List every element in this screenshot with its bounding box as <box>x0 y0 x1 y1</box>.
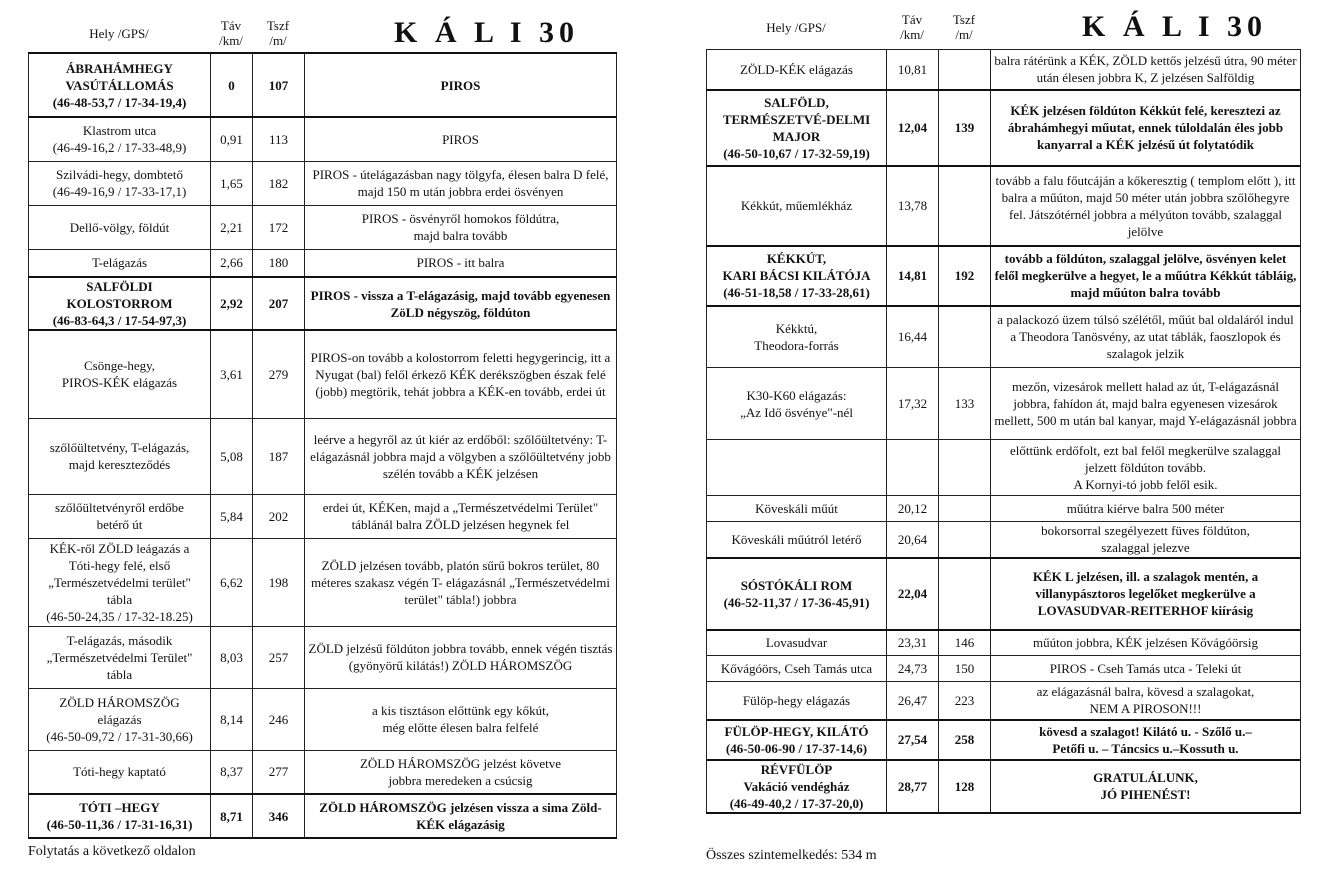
cell-elev <box>939 306 991 368</box>
cell-desc: előttünk erdőfolt, ezt bal felől megkerülve szalaggal jelzett földúton tovább. A Kornyi-tó jobb felől esik. <box>991 440 1301 496</box>
table-row <box>707 630 1301 656</box>
table-row <box>707 760 1301 813</box>
table-row <box>707 682 1301 720</box>
table-row <box>29 750 617 794</box>
header-elevation: Tszf /m/ <box>266 18 290 48</box>
cell-place: Lovasudvar <box>707 630 887 656</box>
cell-place: Szilvádi-hegy, dombtető (46-49-16,9 / 17-33-17,1) <box>29 161 211 205</box>
cell-desc: PIROS - vissza a T-elágazásig, majd tovább egyenesen ZöLD négyszög, földúton <box>305 277 617 330</box>
table-row <box>707 720 1301 760</box>
table-row <box>707 306 1301 368</box>
cell-elev: 107 <box>253 53 305 117</box>
header-distance: Táv /km/ <box>900 12 924 42</box>
header-place: Hely /GPS/ <box>89 26 149 41</box>
table-row <box>707 50 1301 90</box>
table-row <box>29 330 617 418</box>
cell-desc: ZÖLD jelzésen tovább, platón sűrű bokros terület, 80 méteres szakasz végén T- elágazásnál „Természetvédelmi terület" tábla!) jobbra <box>305 538 617 626</box>
cell-dist: 6,62 <box>211 538 253 626</box>
table-row <box>707 166 1301 246</box>
cell-dist <box>887 440 939 496</box>
cell-place: KÉKKÚT, KARI BÁCSI KILÁTÓJA (46-51-18,58 / 17-33-28,61) <box>707 246 887 306</box>
cell-elev <box>939 166 991 246</box>
cell-place: Köveskáli műút <box>707 496 887 522</box>
cell-elev: 180 <box>253 249 305 277</box>
cell-dist: 20,12 <box>887 496 939 522</box>
cell-elev: 246 <box>253 688 305 750</box>
cell-elev: 133 <box>939 368 991 440</box>
cell-place: Tóti-hegy kaptató <box>29 750 211 794</box>
cell-dist: 13,78 <box>887 166 939 246</box>
cell-elev: 182 <box>253 161 305 205</box>
cell-place: Köveskáli műútról letérő <box>707 522 887 558</box>
cell-elev: 187 <box>253 418 305 494</box>
cell-desc: KÉK jelzésen földúton Kékkút felé, keresztezi az ábrahámhegyi műutat, ennek túloldalán éles jobb kanyarral a KÉK jelzésű út folytatódik <box>991 90 1301 166</box>
cell-place: SALFÖLDI KOLOSTORROM (46-83-64,3 / 17-54-97,3) <box>29 277 211 330</box>
table-row <box>707 246 1301 306</box>
cell-dist: 8,03 <box>211 626 253 688</box>
table-row <box>29 688 617 750</box>
cell-dist: 16,44 <box>887 306 939 368</box>
cell-elev: 128 <box>939 760 991 813</box>
cell-dist: 22,04 <box>887 558 939 630</box>
cell-desc: a palackozó üzem túlsó szélétől, műút bal oldaláról indul a Theodora Tanösvény, az utat táblák, faoszlopok és szalagok jelzik <box>991 306 1301 368</box>
table-row <box>707 558 1301 630</box>
page-title: K Á L I 30 <box>1082 10 1268 43</box>
cell-place: szőlőültetvényről erdőbe betérő út <box>29 494 211 538</box>
cell-dist: 26,47 <box>887 682 939 720</box>
cell-desc: bokorsorral szegélyezett füves földúton, szalaggal jelezve <box>991 522 1301 558</box>
cell-place: ZÖLD HÁROMSZÖG elágazás (46-50-09,72 / 17-31-30,66) <box>29 688 211 750</box>
cell-place: Kékkút, műemlékház <box>707 166 887 246</box>
cell-desc: erdei út, KÉKen, majd a „Természetvédelmi Terület" táblánál balra ZÖLD jelzésen hegynek fel <box>305 494 617 538</box>
cell-dist: 0 <box>211 53 253 117</box>
cell-desc: ZÖLD HÁROMSZÖG jelzést követve jobbra meredeken a csúcsig <box>305 750 617 794</box>
route-table-right <box>706 49 1301 814</box>
cell-elev <box>939 440 991 496</box>
cell-dist: 5,08 <box>211 418 253 494</box>
cell-elev: 192 <box>939 246 991 306</box>
cell-place: RÉVFÜLÖP Vakáció vendégház (46-49-40,2 / 17-37-20,0) <box>707 760 887 813</box>
cell-dist: 17,32 <box>887 368 939 440</box>
cell-dist: 24,73 <box>887 656 939 682</box>
cell-dist: 10,81 <box>887 50 939 90</box>
left-header <box>28 0 616 52</box>
cell-dist: 20,64 <box>887 522 939 558</box>
cell-desc: a kis tisztáson előttünk egy kőkút, még előtte élesen balra felfelé <box>305 688 617 750</box>
cell-place: Klastrom utca (46-49-16,2 / 17-33-48,9) <box>29 117 211 161</box>
table-row <box>29 494 617 538</box>
cell-dist: 14,81 <box>887 246 939 306</box>
cell-place: ÁBRAHÁMHEGY VASÚTÁLLOMÁS (46-48-53,7 / 17-34-19,4) <box>29 53 211 117</box>
cell-dist: 23,31 <box>887 630 939 656</box>
cell-place: T-elágazás <box>29 249 211 277</box>
page-title: K Á L I 30 <box>394 16 580 49</box>
cell-desc: műútra kiérve balra 500 méter <box>991 496 1301 522</box>
cell-place: Fülöp-hegy elágazás <box>707 682 887 720</box>
table-row <box>29 794 617 838</box>
cell-elev: 146 <box>939 630 991 656</box>
cell-desc: GRATULÁLUNK, JÓ PIHENÉST! <box>991 760 1301 813</box>
cell-desc: tovább a falu főutcáján a kőkeresztig ( templom előtt ), itt balra a műúton, majd 50 méter után jobbra szőlőhegyre fel. Játszótérnél jobbra a mélyúton tovább, szalaggal jelölve <box>991 166 1301 246</box>
footer-continuation: Folytatás a következő oldalon <box>28 844 196 859</box>
cell-elev: 257 <box>253 626 305 688</box>
cell-elev: 202 <box>253 494 305 538</box>
cell-dist: 2,66 <box>211 249 253 277</box>
table-row <box>29 205 617 249</box>
cell-elev <box>939 558 991 630</box>
cell-desc: PIROS - Cseh Tamás utca - Teleki út <box>991 656 1301 682</box>
cell-desc: PIROS - ösvényről homokos földútra, majd balra tovább <box>305 205 617 249</box>
cell-elev: 172 <box>253 205 305 249</box>
footer-total-elevation: Összes szintemelkedés: 534 m <box>706 848 877 863</box>
table-row <box>29 277 617 330</box>
cell-dist: 28,77 <box>887 760 939 813</box>
cell-dist: 5,84 <box>211 494 253 538</box>
cell-place: Kékktú, Theodora-forrás <box>707 306 887 368</box>
cell-elev: 113 <box>253 117 305 161</box>
cell-elev: 139 <box>939 90 991 166</box>
cell-place: TÓTI –HEGY (46-50-11,36 / 17-31-16,31) <box>29 794 211 838</box>
table-row <box>29 626 617 688</box>
cell-desc: PIROS <box>305 117 617 161</box>
cell-place: KÉK-ről ZÖLD leágazás a Tóti-hegy felé, első „Természetvédelmi terület" tábla (46-50-24,35 / 17-32-18.25) <box>29 538 211 626</box>
cell-desc: ZÖLD jelzésű földúton jobbra tovább, ennek végén tisztás (gyönyörű kilátás!) ZÖLD HÁROMSZÖG <box>305 626 617 688</box>
cell-place <box>707 440 887 496</box>
cell-desc: leérve a hegyről az út kiér az erdőből: szőlőültetvény: T-elágazásnál jobbra majd a völgyben a szőlőültetvény jobb szélén tovább a KÉK jelzésen <box>305 418 617 494</box>
cell-desc: az elágazásnál balra, kövesd a szalagokat, NEM A PIROSON!!! <box>991 682 1301 720</box>
cell-desc: PIROS - útelágazásban nagy tölgyfa, élesen balra D felé, majd 150 m után jobbra erdei ösvényen <box>305 161 617 205</box>
table-row <box>29 53 617 117</box>
cell-elev: 198 <box>253 538 305 626</box>
cell-place: SÓSTÓKÁLI ROM (46-52-11,37 / 17-36-45,91) <box>707 558 887 630</box>
cell-desc: mezőn, vizesárok mellett halad az út, T-elágazásnál jobbra, fahídon át, majd balra egyenesen vizesárok mellett, 500 m után bal kanyar, majd Y-elágazásnál jobbra <box>991 368 1301 440</box>
cell-desc: ZÖLD HÁROMSZÖG jelzésen vissza a sima Zöld-KÉK elágazásig <box>305 794 617 838</box>
header-elevation: Tszf /m/ <box>952 12 976 42</box>
right-header <box>706 0 1300 52</box>
cell-desc: kövesd a szalagot! Kilátó u. - Szőlő u.– Petőfi u. – Táncsics u.–Kossuth u. <box>991 720 1301 760</box>
cell-desc: PIROS <box>305 53 617 117</box>
cell-place: szőlőültetvény, T-elágazás, majd kereszteződés <box>29 418 211 494</box>
cell-dist: 8,37 <box>211 750 253 794</box>
cell-elev: 223 <box>939 682 991 720</box>
cell-elev <box>939 50 991 90</box>
cell-elev: 258 <box>939 720 991 760</box>
cell-desc: balra rátérünk a KÉK, ZÖLD kettős jelzésű útra, 90 méter után élesen jobbra K, Z jelzésen Salföldig <box>991 50 1301 90</box>
cell-elev: 279 <box>253 330 305 418</box>
cell-desc: műúton jobbra, KÉK jelzésen Kővágóörsig <box>991 630 1301 656</box>
table-row <box>707 656 1301 682</box>
cell-place: Kővágóörs, Cseh Tamás utca <box>707 656 887 682</box>
cell-elev: 277 <box>253 750 305 794</box>
header-distance: Táv /km/ <box>219 18 243 48</box>
table-row <box>707 90 1301 166</box>
cell-elev: 150 <box>939 656 991 682</box>
table-row <box>707 496 1301 522</box>
table-row <box>29 418 617 494</box>
cell-dist: 8,71 <box>211 794 253 838</box>
cell-place: Csönge-hegy, PIROS-KÉK elágazás <box>29 330 211 418</box>
route-table-left <box>28 52 617 839</box>
table-row <box>29 161 617 205</box>
cell-place: K30-K60 elágazás: „Az Idő ösvénye"-nél <box>707 368 887 440</box>
cell-dist: 0,91 <box>211 117 253 161</box>
cell-desc: PIROS - itt balra <box>305 249 617 277</box>
table-row <box>29 249 617 277</box>
cell-place: Dellő-völgy, földút <box>29 205 211 249</box>
cell-dist: 2,92 <box>211 277 253 330</box>
table-row <box>707 440 1301 496</box>
table-row <box>707 522 1301 558</box>
cell-dist: 27,54 <box>887 720 939 760</box>
table-row <box>707 368 1301 440</box>
cell-place: FÜLÖP-HEGY, KILÁTÓ (46-50-06-90 / 17-37-14,6) <box>707 720 887 760</box>
table-row <box>29 538 617 626</box>
cell-place: SALFÖLD, TERMÉSZETVÉ-DELMI MAJOR (46-50-10,67 / 17-32-59,19) <box>707 90 887 166</box>
cell-place: ZÖLD-KÉK elágazás <box>707 50 887 90</box>
cell-dist: 2,21 <box>211 205 253 249</box>
cell-dist: 12,04 <box>887 90 939 166</box>
cell-elev: 346 <box>253 794 305 838</box>
cell-elev <box>939 496 991 522</box>
header-place: Hely /GPS/ <box>766 20 826 35</box>
cell-place: T-elágazás, második „Természetvédelmi Terület" tábla <box>29 626 211 688</box>
cell-dist: 3,61 <box>211 330 253 418</box>
table-row <box>29 117 617 161</box>
cell-desc: tovább a földúton, szalaggal jelölve, ösvényen kelet felől megkerülve a hegyet, le a műútra Kékkút tábláig, majd műúton balra tovább <box>991 246 1301 306</box>
cell-dist: 8,14 <box>211 688 253 750</box>
cell-desc: KÉK L jelzésen, ill. a szalagok mentén, a villanypásztoros legelőket megkerülve a LOVASUDVAR-REITERHOF kiírásig <box>991 558 1301 630</box>
cell-elev <box>939 522 991 558</box>
cell-elev: 207 <box>253 277 305 330</box>
cell-desc: PIROS-on tovább a kolostorrom feletti hegygerincig, itt a Nyugat (bal) felől érkező KÉK derékszögben észak felé (jobb) megtörik, tehát jobbra a KÉK-en tovább, erdei út <box>305 330 617 418</box>
cell-dist: 1,65 <box>211 161 253 205</box>
